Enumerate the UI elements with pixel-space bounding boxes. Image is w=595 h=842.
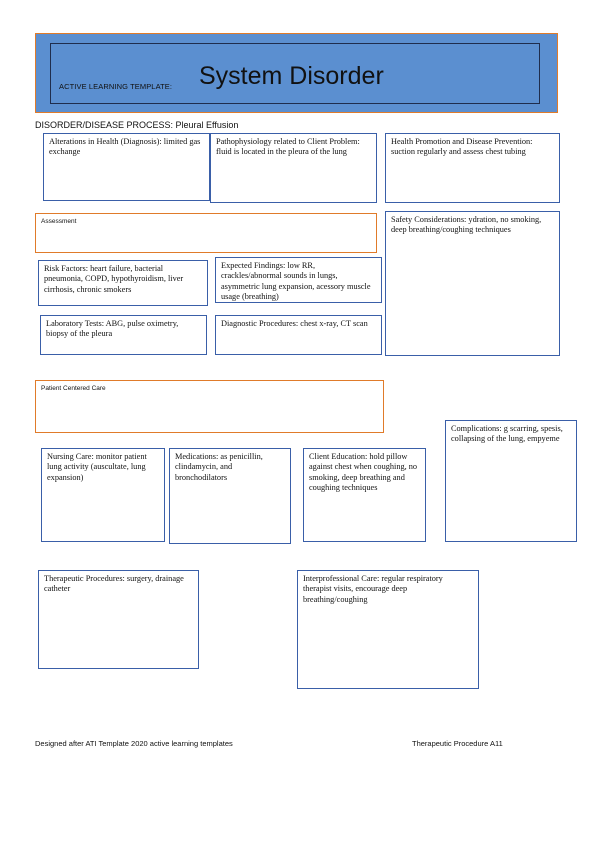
pathophysiology-box: Pathophysiology related to Client Problem: fluid is located in the pleura of the lung: [210, 133, 377, 203]
footer-label: Therapeutic Procedure A11: [412, 739, 503, 748]
client-education-box: Client Education: hold pillow against chest when coughing, no smoking, deep breathing and coughing techniques: [303, 448, 426, 542]
page-title: System Disorder: [199, 62, 384, 90]
nursing-care-box: Nursing Care: monitor patient lung activity (auscultate, lung expansion): [41, 448, 165, 542]
laboratory-tests-box: Laboratory Tests: ABG, pulse oximetry, biopsy of the pleura: [40, 315, 207, 355]
diagnostic-procedures-box: Diagnostic Procedures: chest x-ray, CT scan: [215, 315, 382, 355]
footer-credit: Designed after ATI Template 2020 active learning templates: [35, 739, 233, 748]
health-promotion-box: Health Promotion and Disease Prevention: suction regularly and assess chest tubing: [385, 133, 560, 203]
disorder-process-label: DISORDER/DISEASE PROCESS: Pleural Effusion: [35, 120, 239, 130]
template-label: ACTIVE LEARNING TEMPLATE:: [59, 82, 173, 91]
medications-box: Medications: as penicillin, clindamycin, and bronchodilators: [169, 448, 291, 544]
interprofessional-care-box: Interprofessional Care: regular respiratory therapist visits, encourage deep breathing/coughing: [297, 570, 479, 689]
alterations-in-health-box: Alterations in Health (Diagnosis): limited gas exchange: [43, 133, 210, 201]
therapeutic-procedures-box: Therapeutic Procedures: surgery, drainage catheter: [38, 570, 199, 669]
expected-findings-box: Expected Findings: low RR, crackles/abnormal sounds in lungs, asymmetric lung expansion, acessory muscle usage (breathing): [215, 257, 382, 303]
assessment-section: Assessment: [35, 213, 377, 253]
patient-centered-care-section: Patient Centered Care: [35, 380, 384, 433]
safety-considerations-box: Safety Considerations: ydration, no smoking, deep breathing/coughing techniques: [385, 211, 560, 356]
complications-box: Complications: g scarring, spesis, collapsing of the lung, empyeme: [445, 420, 577, 542]
risk-factors-box: Risk Factors: heart failure, bacterial pneumonia, COPD, hypothyroidism, liver cirrhosis, chronic smokers: [38, 260, 208, 306]
